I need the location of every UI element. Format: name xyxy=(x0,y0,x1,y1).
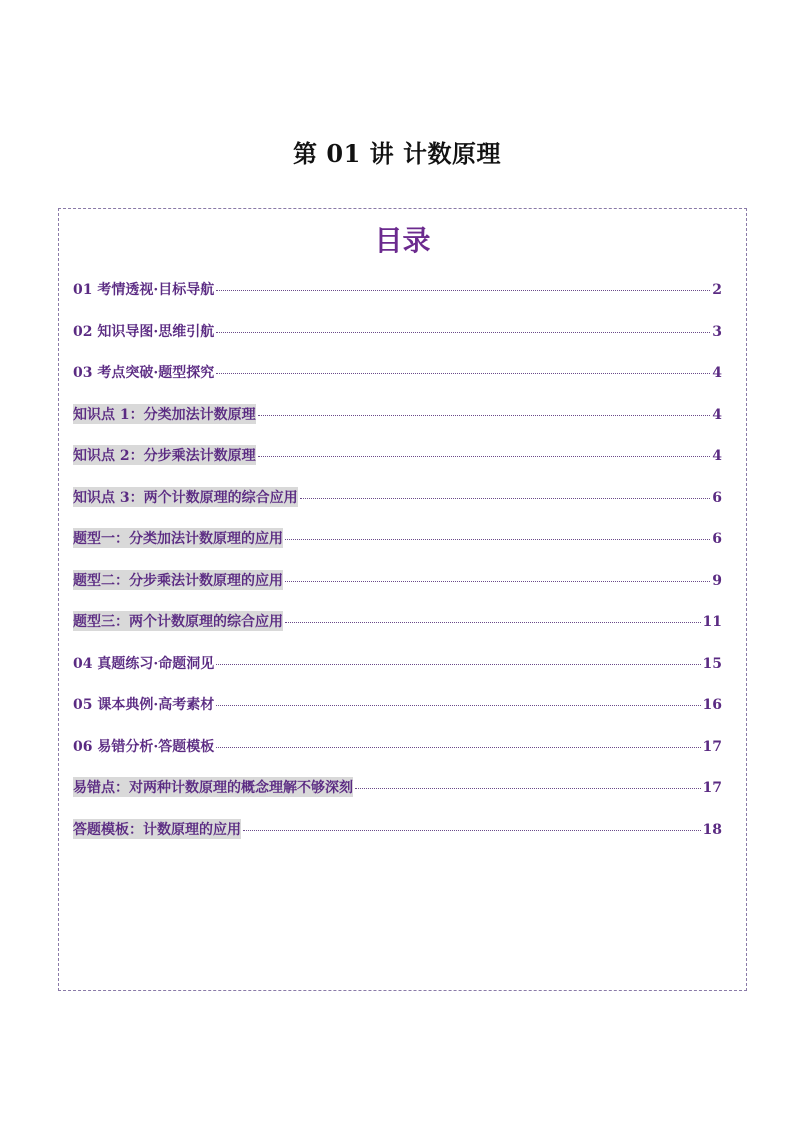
toc-entry[interactable] xyxy=(73,777,722,819)
dot-leader xyxy=(258,415,711,416)
toc-entry[interactable] xyxy=(73,404,722,446)
dot-leader xyxy=(285,581,710,582)
toc-entry-label: 知识点 1：分类加法计数原理 xyxy=(73,404,256,424)
page-title: 第 01 讲 计数原理 xyxy=(293,139,501,168)
toc-entry-label: 答题模板：计数原理的应用 xyxy=(73,819,241,839)
toc-entry-page: 17 xyxy=(702,780,722,796)
dot-leader xyxy=(243,830,701,831)
dot-leader xyxy=(355,788,701,789)
dot-leader xyxy=(216,332,710,333)
dot-leader xyxy=(258,456,711,457)
toc-entry-label: 01 考情透视·目标导航 xyxy=(73,282,215,298)
toc-entry-page: 4 xyxy=(712,448,722,464)
toc-entry-label: 知识点 3：两个计数原理的综合应用 xyxy=(73,487,298,507)
toc-entry-label: 03 考点突破·题型探究 xyxy=(73,365,215,381)
toc-entry-label: 06 易错分析·答题模板 xyxy=(73,738,215,755)
toc-list xyxy=(73,279,722,860)
toc-entry-label: 04 真题练习·命题洞见 xyxy=(73,655,215,672)
toc-entry[interactable] xyxy=(73,570,722,612)
dot-leader xyxy=(300,498,711,499)
toc-entry-page: 4 xyxy=(712,406,722,423)
table-of-contents xyxy=(58,208,747,991)
toc-entry-page: 6 xyxy=(712,531,722,547)
toc-entry-page: 9 xyxy=(712,572,722,589)
toc-entry[interactable] xyxy=(73,653,722,695)
dot-leader xyxy=(216,290,710,291)
toc-entry-label: 题型二：分步乘法计数原理的应用 xyxy=(73,570,283,590)
dot-leader xyxy=(285,539,710,540)
toc-entry[interactable] xyxy=(73,321,722,363)
dot-leader xyxy=(216,705,700,706)
toc-entry-label: 02 知识导图·思维引航 xyxy=(73,323,215,340)
toc-entry-label: 易错点：对两种计数原理的概念理解不够深刻 xyxy=(73,777,353,797)
dot-leader xyxy=(216,747,700,748)
toc-entry[interactable] xyxy=(73,611,722,653)
dot-leader xyxy=(216,664,700,665)
toc-entry-page: 4 xyxy=(712,365,722,381)
dot-leader xyxy=(216,373,710,374)
toc-entry[interactable] xyxy=(73,694,722,736)
toc-entry-page: 3 xyxy=(712,323,722,340)
toc-entry[interactable] xyxy=(73,362,722,404)
toc-entry-page: 17 xyxy=(702,738,722,755)
toc-entry-page: 6 xyxy=(712,489,722,506)
toc-entry-label: 知识点 2：分步乘法计数原理 xyxy=(73,445,256,465)
toc-entry-page: 18 xyxy=(702,821,722,838)
toc-entry-label: 题型三：两个计数原理的综合应用 xyxy=(73,611,283,631)
toc-entry[interactable] xyxy=(73,279,722,321)
toc-entry-label: 题型一：分类加法计数原理的应用 xyxy=(73,528,283,548)
toc-entry-page: 11 xyxy=(702,614,722,630)
toc-entry[interactable] xyxy=(73,487,722,529)
toc-entry-page: 2 xyxy=(712,282,722,298)
toc-entry[interactable] xyxy=(73,819,722,861)
toc-entry-page: 15 xyxy=(702,655,722,672)
toc-heading: 目录 xyxy=(374,224,431,257)
toc-entry[interactable] xyxy=(73,528,722,570)
toc-entry-page: 16 xyxy=(702,697,722,713)
dot-leader xyxy=(285,622,701,623)
toc-entry[interactable] xyxy=(73,736,722,778)
toc-entry-label: 05 课本典例·高考素材 xyxy=(73,697,215,713)
toc-entry[interactable] xyxy=(73,445,722,487)
